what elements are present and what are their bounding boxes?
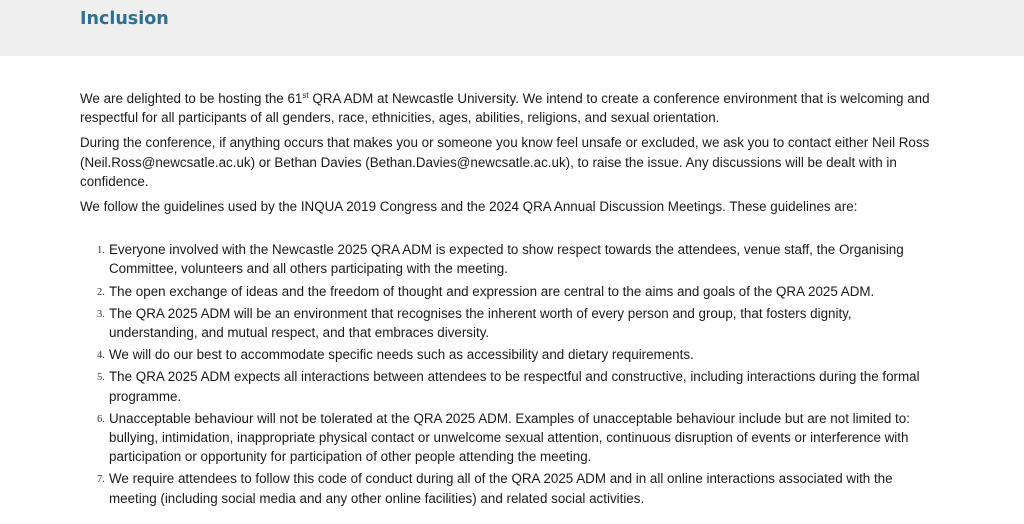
list-item-number: 2.	[97, 286, 105, 298]
list-item	[80, 345, 930, 364]
list-item-text: Everyone involved with the Newcastle 2025 QRA ADM is expected to show respect towards the attendees, venue staff, the Organising Committee, volunteers and all others participating with the meeting.	[109, 242, 904, 277]
intro-p1-before: We are delighted to be hosting the 61	[80, 91, 303, 106]
list-item-number: 7.	[97, 474, 105, 486]
list-item-number: 4.	[97, 350, 105, 362]
list-item	[80, 282, 930, 301]
list-item-text: The open exchange of ideas and the freedom of thought and expression are central to the aims and goals of the QRA 2025 ADM.	[109, 283, 875, 299]
guidelines-list	[80, 240, 930, 508]
list-item-number: 3.	[97, 308, 105, 320]
intro-p1-after: QRA ADM at Newcastle University. We intend to create a conference environment that is welcoming and respectful for all participants of all genders, race, ethnicities, ages, abilities, religions, and sexual orientation.	[80, 91, 930, 126]
list-item-text: We require attendees to follow this code of conduct during all of the QRA 2025 ADM and in all online interactions associated with the meeting (including social media and any other online facilities) and related social activities.	[109, 471, 893, 506]
list-item-number: 1.	[97, 245, 105, 257]
list-item	[80, 304, 930, 342]
list-item-text: Unacceptable behaviour will not be tolerated at the QRA 2025 ADM. Examples of unacceptable behaviour include but are not limited to: bullying, intimidation, inappropriate physical contact or unwelcome sexual attention, continuous disruption of events or interference with participation or opportunity for participation of other people attending the meeting.	[109, 410, 910, 465]
main-content	[80, 89, 930, 511]
list-item-text: The QRA 2025 ADM expects all interactions between attendees to be respectful and constructive, including interactions during the formal programme.	[109, 369, 920, 404]
list-item-number: 5.	[97, 372, 105, 384]
intro-paragraph-3: We follow the guidelines used by the INQUA 2019 Congress and the 2024 QRA Annual Discussion Meetings. These guidelines are:	[80, 199, 858, 215]
list-item	[80, 240, 930, 278]
list-item	[80, 409, 930, 467]
list-item-text: We will do our best to accommodate specific needs such as accessibility and dietary requirements.	[109, 347, 694, 363]
page-header	[0, 0, 1024, 56]
list-item	[80, 469, 930, 507]
list-item	[80, 367, 930, 405]
list-item-text: The QRA 2025 ADM will be an environment that recognises the inherent worth of every person and group, that fosters dignity, understanding, and mutual respect, and that embraces diversity.	[109, 305, 852, 341]
ordinal-suffix: st	[302, 91, 309, 100]
intro-paragraph-2: During the conference, if anything occurs that makes you or someone you know feel unsafe or excluded, we ask you to contact either Neil Ross (Neil.Ross@newcsatle.ac.uk) or Bethan Davies (Bethan.Davies@newcsatle.ac.uk), to raise the issue. Any discussions will be dealt with in confidence.	[80, 135, 930, 189]
list-item-number: 6.	[97, 413, 105, 425]
intro-paragraph-1	[80, 89, 930, 127]
page-title: Inclusion	[80, 9, 169, 29]
